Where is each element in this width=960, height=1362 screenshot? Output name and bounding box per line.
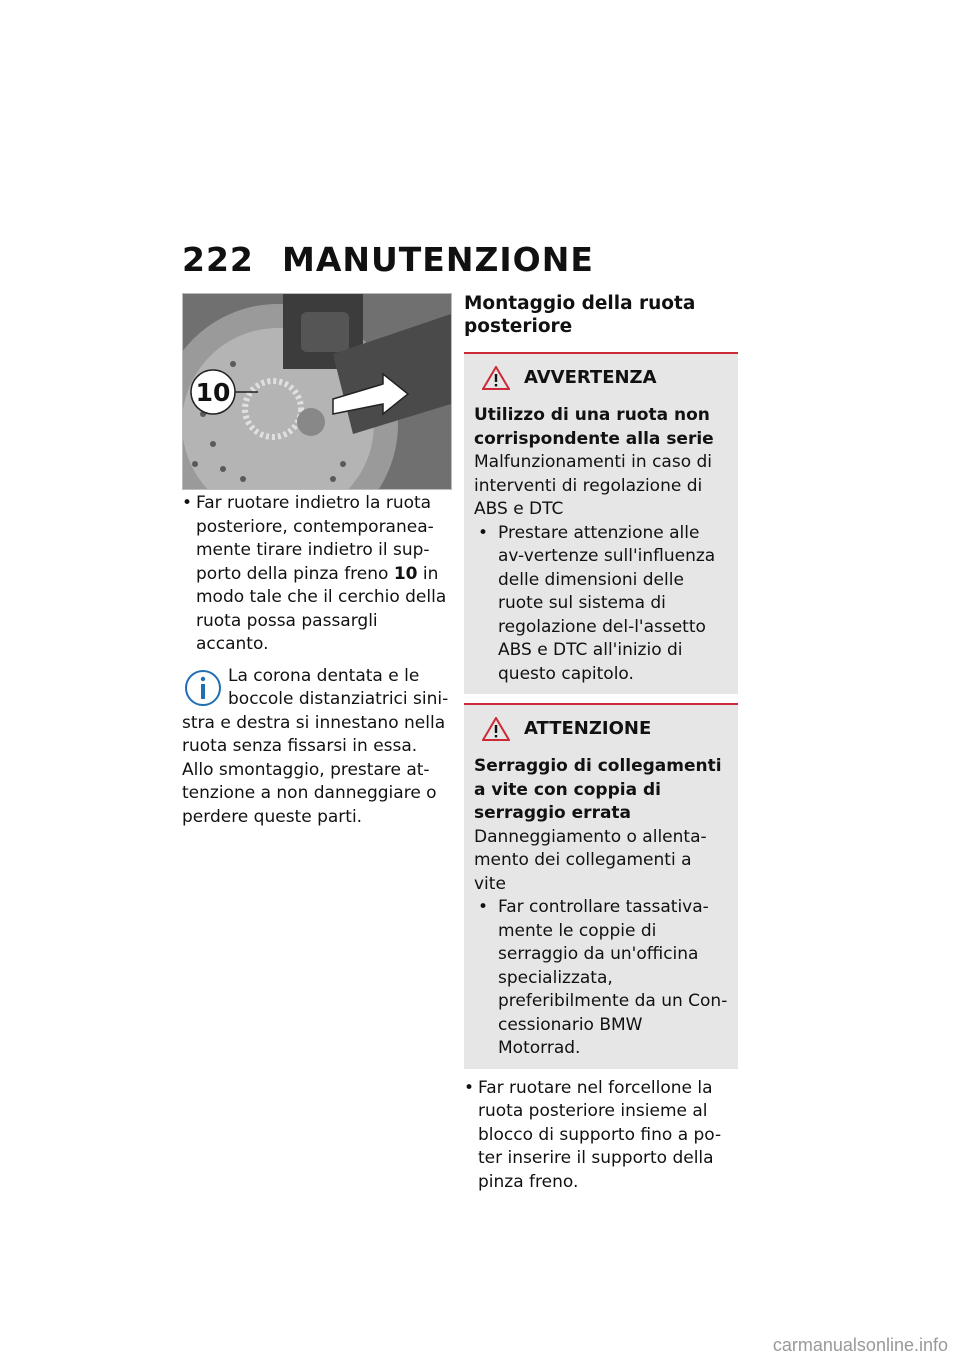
step-text: Far ruotare indietro la ruota posteriore, contemporanea-mente tirare indietro il sup-porto della pinza freno xyxy=(196,493,434,584)
warning-box-2 xyxy=(464,703,738,1069)
warning-triangle-icon xyxy=(482,366,510,390)
info-icon xyxy=(182,665,226,711)
warning-text: Malfunzionamenti in caso di interventi di regolazione di ABS e DTC xyxy=(474,452,713,519)
warning-triangle-icon xyxy=(482,717,510,741)
info-note xyxy=(182,665,452,830)
bullet-dot: • xyxy=(478,522,489,543)
warning-heading: Serraggio di collegamenti a vite con coppia di serraggio errata xyxy=(474,756,722,823)
chapter-title: MANUTENZIONE xyxy=(282,240,594,279)
warning-heading: Utilizzo di una ruota non corrispondente alla serie xyxy=(474,405,714,449)
bullet-dot: • xyxy=(478,897,489,917)
warning-item xyxy=(474,522,728,687)
warning-level: AVVERTENZA xyxy=(524,367,657,389)
warning-item xyxy=(474,896,728,1061)
warning-level: ATTENZIONE xyxy=(524,718,652,740)
figure-callout: 10 xyxy=(195,378,231,407)
step-ref: 10 xyxy=(393,563,418,584)
right-column xyxy=(464,292,738,1194)
section-title: Montaggio della ruota posteriore xyxy=(464,293,696,337)
bullet-dot: • xyxy=(182,493,193,513)
bullet-dot: • xyxy=(464,1077,475,1098)
warning-text: Danneggiamento o allenta-mento dei collegamenti a vite xyxy=(474,826,707,894)
watermark: carmanualsonline.info xyxy=(772,1335,948,1355)
warning-item-text: Prestare attenzione alle av-vertenze sull'influenza delle dimensioni delle ruote sul sistema di regolazione del-l'assetto ABS e DTC all'inizio di questo capitolo. xyxy=(498,522,716,684)
left-column xyxy=(182,492,452,829)
page-header xyxy=(182,240,594,279)
warning-box-1 xyxy=(464,352,738,694)
warning-item-text: Far controllare tassativa-mente le coppie di serraggio da un'officina specializzata, preferibilmente da un Con-cessionario BMW Motorrad. xyxy=(498,897,728,1058)
note-text: La corona dentata e le boccole distanziatrici sini-stra e destra si innestano nella ruota senza fissarsi in essa. Allo smontaggio, prestare at-tenzione a non danneggiare o perdere queste parti. xyxy=(182,665,449,827)
wheel-figure xyxy=(182,293,452,490)
step-bullet xyxy=(182,492,452,657)
final-step-bullet xyxy=(464,1077,738,1195)
rear-wheel-illustration xyxy=(183,294,451,489)
page-number: 222 xyxy=(182,240,254,279)
step-tail: in modo tale che il cerchio della ruota possa passargli accanto. xyxy=(196,563,447,654)
final-step-text: Far ruotare nel forcellone la ruota posteriore insieme al blocco di supporto fino a po-ter inserire il supporto della pinza freno. xyxy=(478,1077,722,1192)
